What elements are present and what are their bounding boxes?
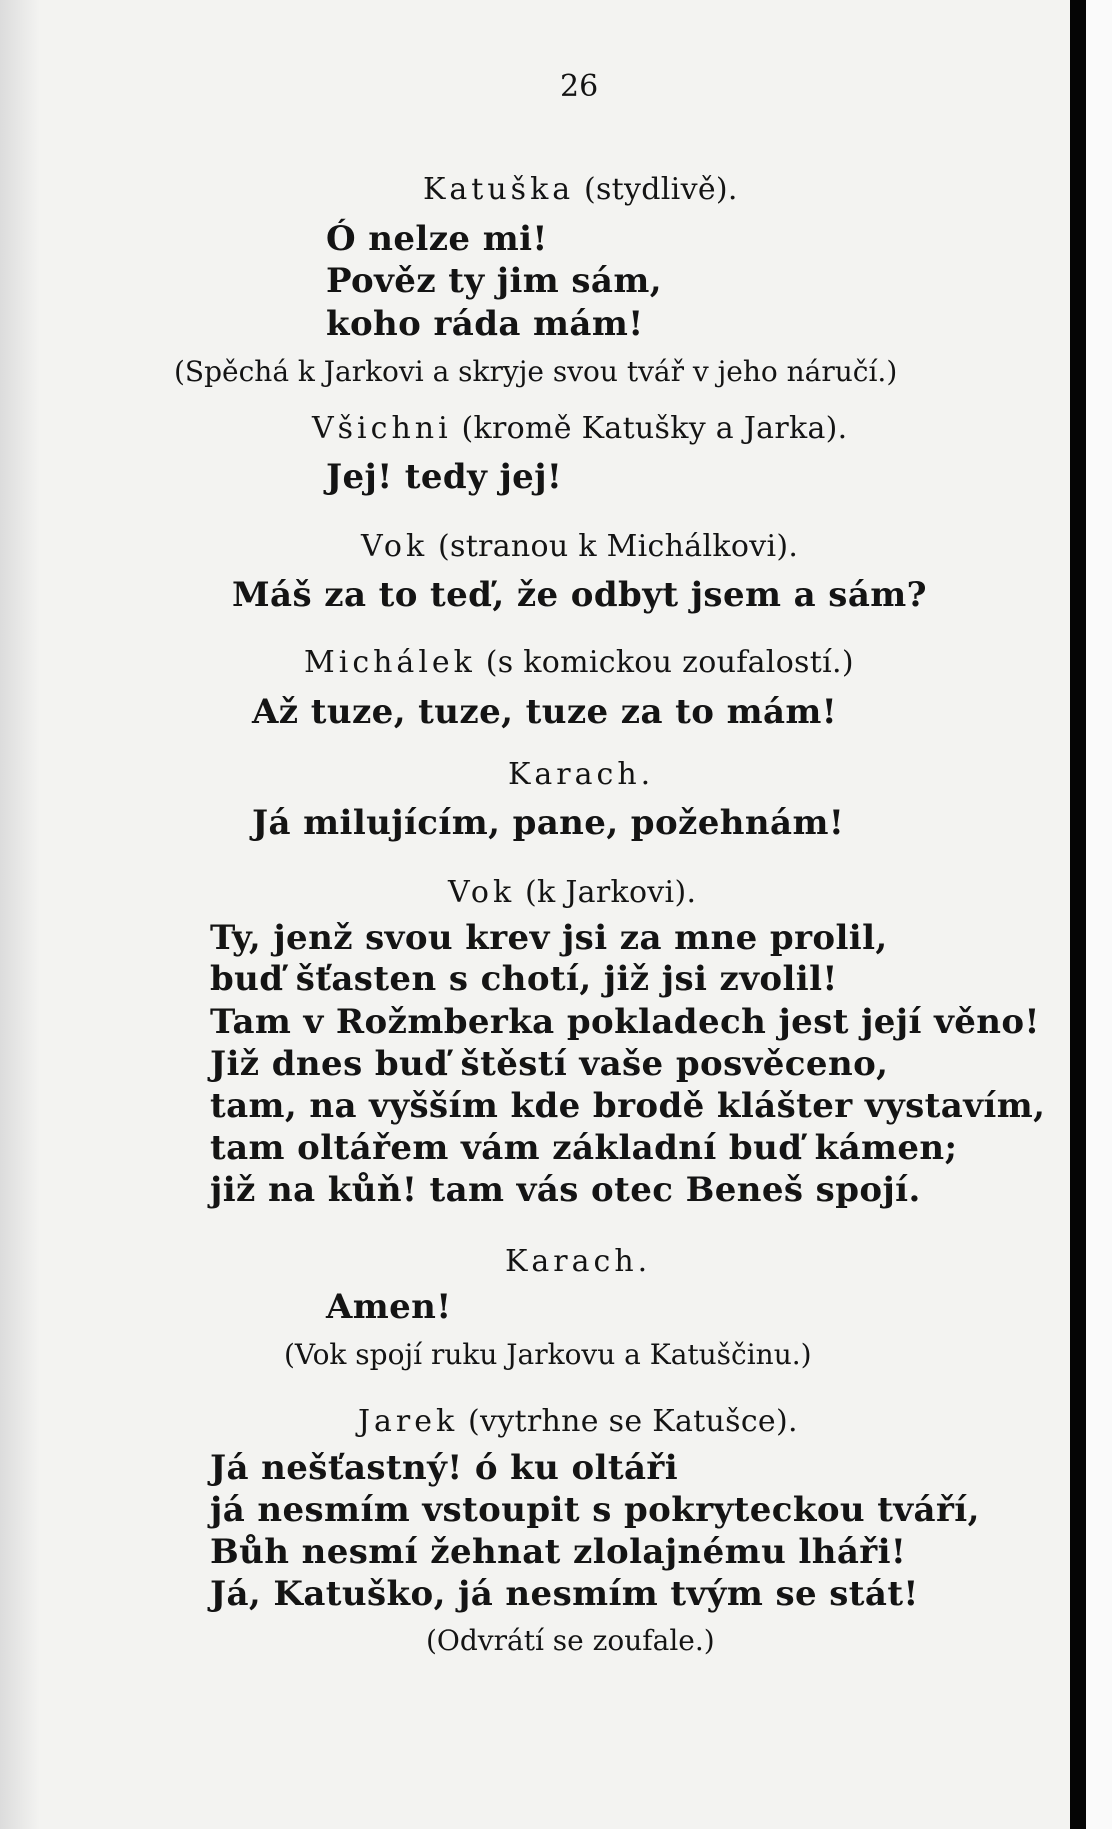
book-spine-shadow	[1070, 0, 1086, 1829]
speaker-name: Všichni	[312, 411, 452, 446]
stage-direction: (Spěchá k Jarkovi a skryje svou tvář v jeho náručí.)	[174, 355, 898, 388]
speaker-direction: (k Jarkovi).	[525, 875, 697, 910]
speaker-katuska	[423, 172, 738, 207]
verse-line: já nesmím vstoupit s pokryteckou tváří,	[210, 1490, 980, 1530]
verse-line: Já nešťastný! ó ku oltáři	[210, 1448, 679, 1488]
speaker-direction: (stydlivě).	[583, 172, 738, 207]
speaker-name: Michálek	[304, 645, 476, 680]
verse-line: tam, na vyšším kde brodě klášter vystavím,	[210, 1086, 1046, 1126]
speaker-vok	[361, 529, 799, 564]
speaker-vok	[448, 875, 697, 910]
verse-line: Tam v Rožmberka pokladech jest její věno!	[210, 1002, 1040, 1042]
verse-line: Až tuze, tuze, tuze za to mám!	[252, 692, 838, 732]
verse-line: tam oltářem vám základní buď kámen;	[210, 1128, 958, 1168]
speaker-name: Vok	[361, 529, 429, 564]
speaker-michalek	[304, 645, 854, 680]
book-gutter	[1086, 0, 1112, 1829]
speaker-vsichni	[312, 411, 848, 446]
speaker-direction: (kromě Katušky a Jarka).	[461, 411, 848, 446]
speaker-direction: (s komickou zoufalostí.)	[485, 645, 854, 680]
verse-line: Amen!	[326, 1287, 452, 1327]
verse-line: Máš za to teď, že odbyt jsem a sám?	[232, 575, 927, 615]
stage-direction: (Odvrátí se zoufale.)	[426, 1624, 715, 1657]
page-number: 26	[560, 69, 599, 104]
verse-line: Ty, jenž svou krev jsi za mne prolil,	[210, 918, 888, 958]
speaker-name: Katuška	[423, 172, 575, 207]
verse-line: Já, Katuško, já nesmím tvým se stát!	[210, 1574, 919, 1614]
verse-line: koho ráda mám!	[326, 304, 644, 344]
verse-line: Bůh nesmí žehnat zlolajnému lháři!	[210, 1532, 907, 1572]
speaker-direction: (stranou k Michálkovi).	[438, 529, 799, 564]
verse-line: Pověz ty jim sám,	[326, 261, 662, 301]
speaker-karach	[505, 1244, 652, 1279]
speaker-name: Karach.	[508, 757, 655, 792]
speaker-name: Vok	[448, 875, 516, 910]
speaker-jarek	[358, 1404, 798, 1439]
page-shadow	[0, 0, 40, 1829]
verse-line: Již dnes buď štěstí vaše posvěceno,	[210, 1044, 889, 1084]
verse-line: Jej! tedy jej!	[326, 457, 563, 497]
verse-line: buď šťasten s chotí, již jsi zvolil!	[210, 959, 838, 999]
speaker-name: Karach.	[505, 1244, 652, 1279]
speaker-direction: (vytrhne se Katušce).	[468, 1404, 798, 1439]
stage-direction: (Vok spojí ruku Jarkovu a Katuščinu.)	[284, 1338, 812, 1371]
verse-line: již na kůň! tam vás otec Beneš spojí.	[210, 1170, 921, 1210]
speaker-karach	[508, 757, 655, 792]
verse-line: Já milujícím, pane, požehnám!	[252, 803, 845, 843]
verse-line: Ó nelze mi!	[326, 219, 548, 259]
speaker-name: Jarek	[358, 1404, 459, 1439]
